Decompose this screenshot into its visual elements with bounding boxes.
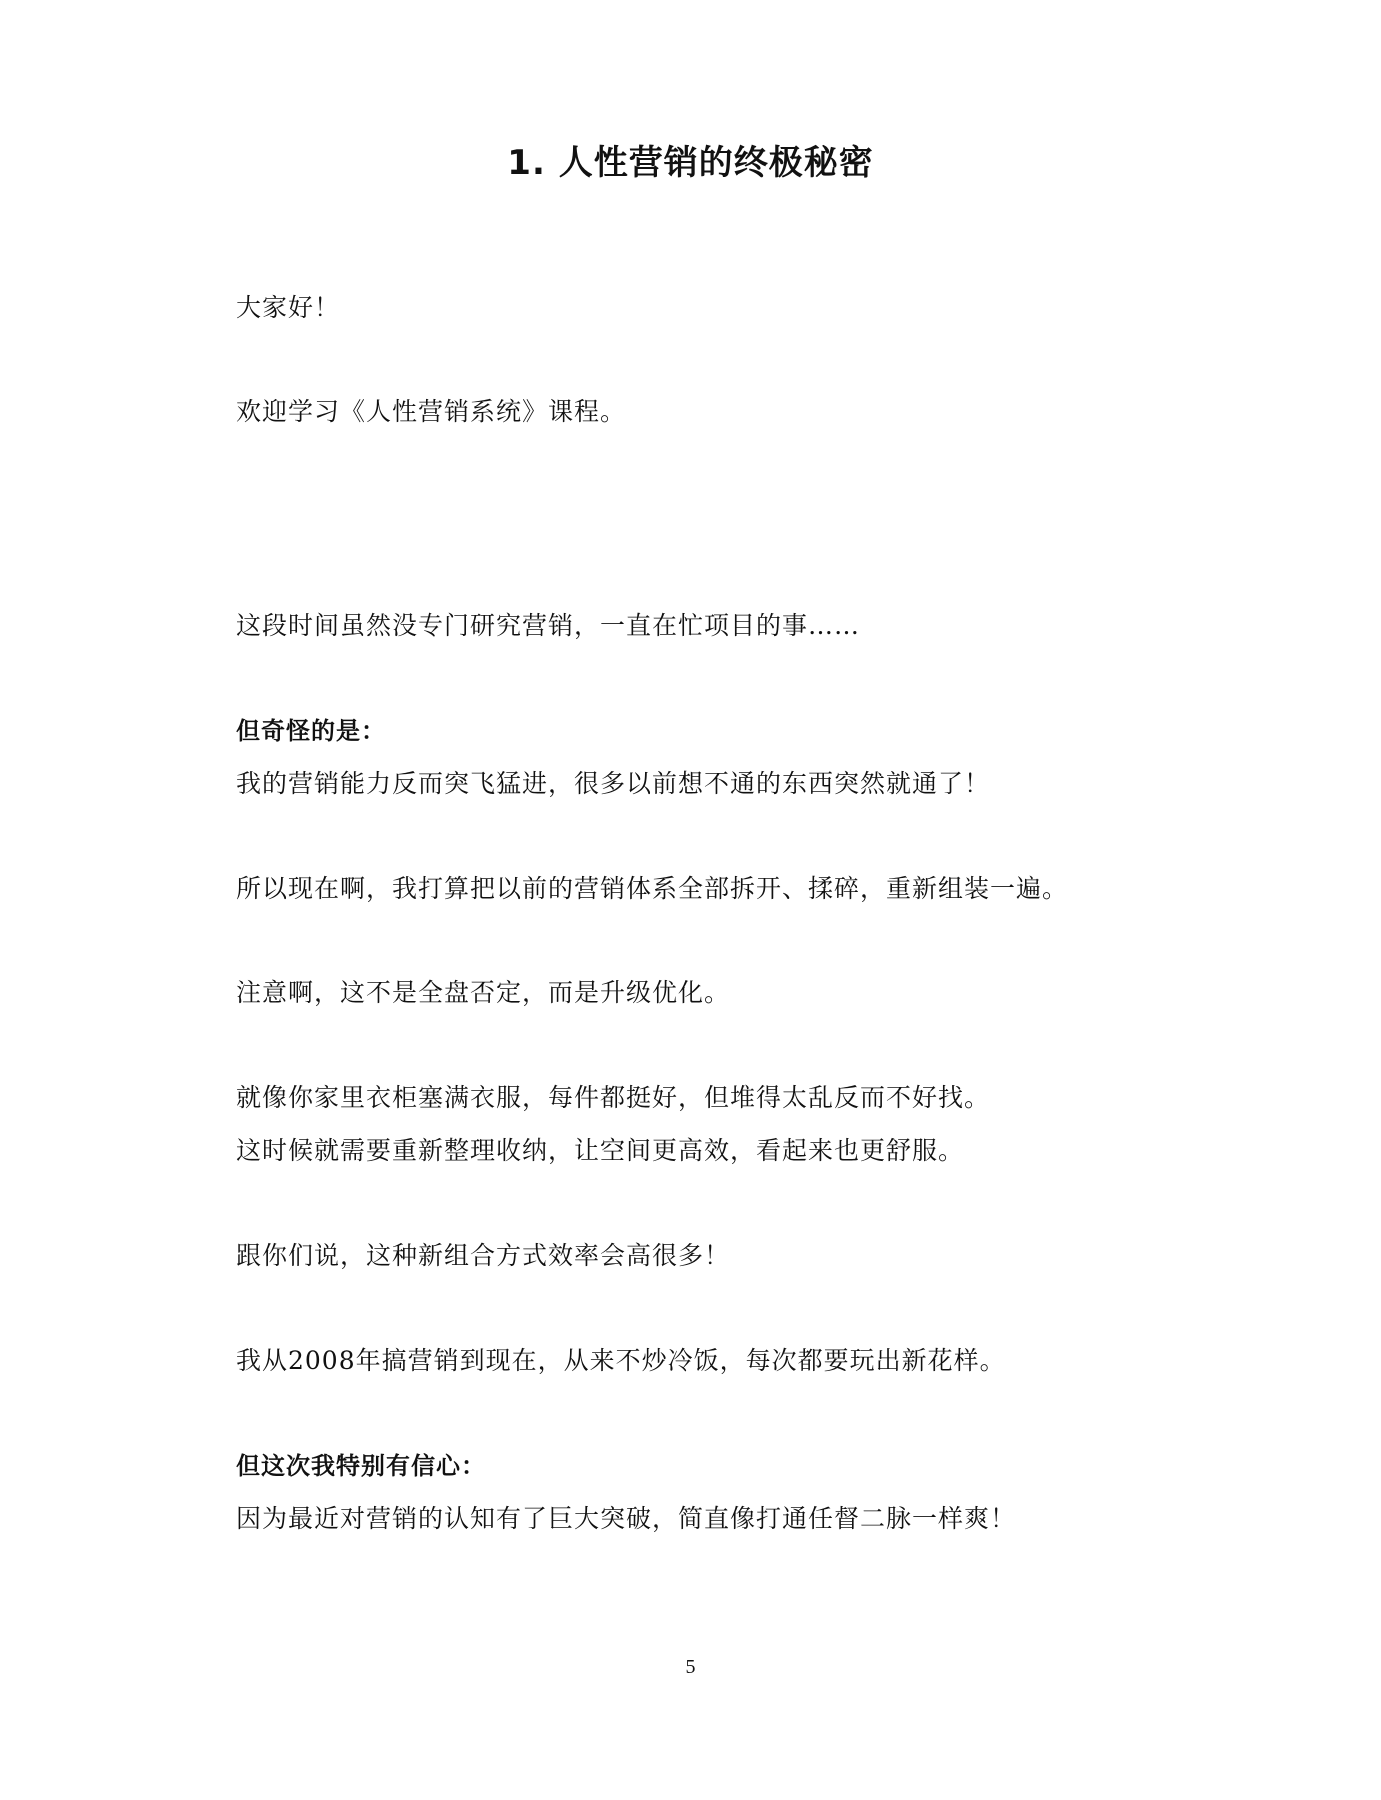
paragraph-welcome: 欢迎学习《人性营销系统》课程。 (236, 397, 627, 426)
paragraph-strange-heading: 但奇怪的是： (236, 717, 386, 745)
page-title: 1. 人性营销的终极秘密 (507, 143, 874, 183)
page-number: 5 (685, 1656, 696, 1678)
paragraph-breakthrough: 因为最近对营销的认知有了巨大突破，简直像打通任督二脉一样爽！ (236, 1504, 1017, 1533)
paragraph-wardrobe: 就像你家里衣柜塞满衣服，每件都挺好，但堆得太乱反而不好找。 (236, 1083, 991, 1112)
paragraph-organize: 这时候就需要重新整理收纳，让空间更高效，看起来也更舒服。 (236, 1136, 965, 1165)
paragraph-since-2008: 我从2008年搞营销到现在，从来不炒冷饭，每次都要玩出新花样。 (236, 1346, 1006, 1375)
paragraph-busy: 这段时间虽然没专门研究营销，一直在忙项目的事…… (236, 611, 861, 640)
paragraph-upgrade: 注意啊，这不是全盘否定，而是升级优化。 (236, 978, 731, 1007)
paragraph-greeting: 大家好！ (236, 293, 341, 322)
paragraph-ability: 我的营销能力反而突飞猛进，很多以前想不通的东西突然就通了！ (236, 769, 991, 798)
paragraph-confidence-heading: 但这次我特别有信心： (236, 1452, 486, 1480)
paragraph-rebuild: 所以现在啊，我打算把以前的营销体系全部拆开、揉碎，重新组装一遍。 (236, 874, 1069, 903)
paragraph-efficiency: 跟你们说，这种新组合方式效率会高很多！ (236, 1241, 731, 1270)
